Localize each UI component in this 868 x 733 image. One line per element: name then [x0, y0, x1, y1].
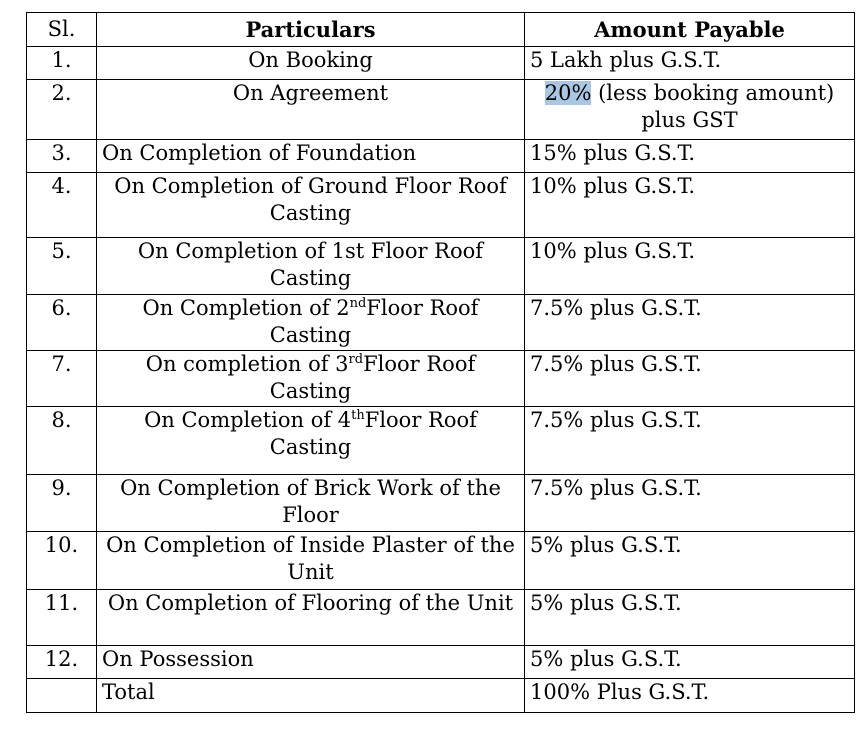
row-particulars: On Possession	[97, 646, 525, 679]
table-header-row	[27, 13, 855, 47]
header-amount-payable: Amount Payable	[525, 13, 855, 47]
row-particulars-text-rest: Floor Roof Casting	[269, 408, 477, 459]
row-particulars	[97, 407, 525, 475]
row-particulars: On Completion of Brick Work of the Floor	[97, 475, 525, 532]
row-sl	[27, 679, 97, 713]
total-amount: 100% Plus G.S.T.	[525, 679, 855, 713]
row-amount: 5 Lakh plus G.S.T.	[525, 47, 855, 80]
ordinal-suffix: nd	[349, 296, 367, 311]
row-sl: 8.	[27, 407, 97, 475]
row-sl: 10.	[27, 532, 97, 590]
row-amount: 7.5% plus G.S.T.	[525, 295, 855, 351]
total-label: Total	[97, 679, 525, 713]
table-row	[27, 646, 855, 679]
row-sl: 2.	[27, 80, 97, 140]
row-particulars-text: On Completion of 2	[142, 296, 350, 320]
row-sl: 3.	[27, 140, 97, 173]
table-row	[27, 532, 855, 590]
header-sl: Sl.	[27, 13, 97, 47]
row-sl: 1.	[27, 47, 97, 80]
row-particulars	[97, 295, 525, 351]
row-particulars-text-rest: Floor Roof Casting	[269, 352, 476, 403]
row-amount: 7.5% plus G.S.T.	[525, 351, 855, 407]
header-particulars: Particulars	[97, 13, 525, 47]
row-sl: 9.	[27, 475, 97, 532]
row-particulars-text: On Completion of 4	[144, 408, 352, 432]
row-amount-rest: (less booking amount) plus GST	[591, 81, 835, 132]
row-particulars	[97, 351, 525, 407]
row-amount: 7.5% plus G.S.T.	[525, 407, 855, 475]
row-amount: 5% plus G.S.T.	[525, 532, 855, 590]
table-row	[27, 590, 855, 646]
row-sl: 5.	[27, 238, 97, 295]
ordinal-suffix: rd	[348, 352, 364, 367]
table-row	[27, 295, 855, 351]
row-amount: 10% plus G.S.T.	[525, 173, 855, 238]
table-row	[27, 80, 855, 140]
row-particulars: On Completion of 1st Floor Roof Casting	[97, 238, 525, 295]
table-row	[27, 238, 855, 295]
row-particulars: On Completion of Foundation	[97, 140, 525, 173]
row-amount: 5% plus G.S.T.	[525, 646, 855, 679]
table-total-row	[27, 679, 855, 713]
row-particulars: On Agreement	[97, 80, 525, 140]
table-row	[27, 173, 855, 238]
selected-text-highlight: 20%	[544, 81, 592, 105]
row-amount: 15% plus G.S.T.	[525, 140, 855, 173]
row-particulars: On Completion of Inside Plaster of the Unit	[97, 532, 525, 590]
table-row	[27, 47, 855, 80]
table-row	[27, 140, 855, 173]
row-particulars-text: On completion of 3	[145, 352, 349, 376]
row-particulars: On Booking	[97, 47, 525, 80]
row-amount: 7.5% plus G.S.T.	[525, 475, 855, 532]
row-amount: 5% plus G.S.T.	[525, 590, 855, 646]
row-sl: 7.	[27, 351, 97, 407]
row-particulars-text-rest: Floor Roof Casting	[269, 296, 479, 347]
row-particulars: On Completion of Ground Floor Roof Casting	[97, 173, 525, 238]
ordinal-suffix: th	[351, 408, 365, 423]
row-sl: 12.	[27, 646, 97, 679]
table-row	[27, 351, 855, 407]
row-particulars: On Completion of Flooring of the Unit	[97, 590, 525, 646]
table-row	[27, 475, 855, 532]
row-amount	[525, 80, 855, 140]
row-sl: 6.	[27, 295, 97, 351]
table-row	[27, 407, 855, 475]
row-amount: 10% plus G.S.T.	[525, 238, 855, 295]
payment-schedule-table	[26, 12, 855, 713]
row-sl: 11.	[27, 590, 97, 646]
row-sl: 4.	[27, 173, 97, 238]
